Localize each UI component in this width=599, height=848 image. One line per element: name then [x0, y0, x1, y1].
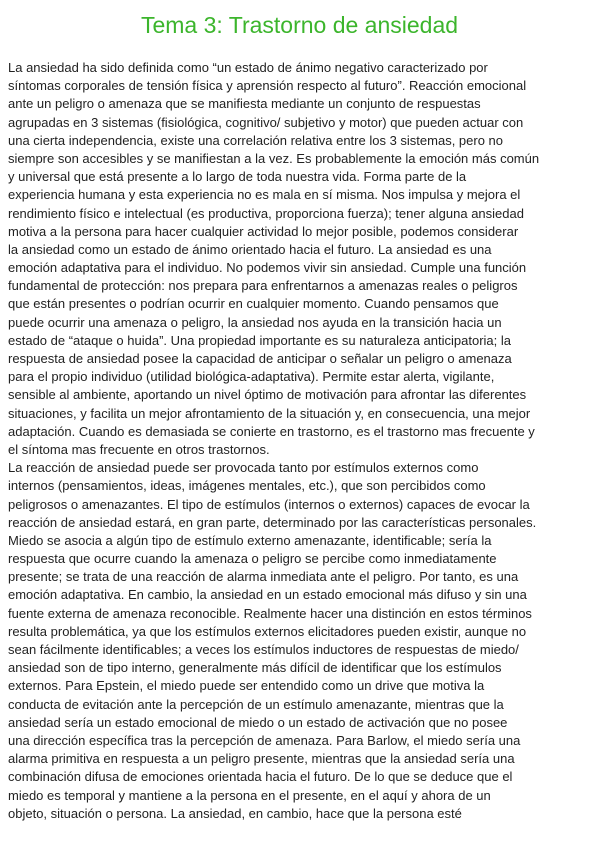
text-line: fundamental de protección: nos prepara para enfrentarnos a amenazas reales o peligros	[8, 278, 518, 294]
text-line: alarma primitiva en respuesta a un peligro presente, mientras que la ansiedad sería una	[8, 751, 515, 767]
text-line: emoción adaptativa. En cambio, la ansiedad en un estado emocional más difuso y sin una	[8, 587, 527, 603]
text-line: La reacción de ansiedad puede ser provocada tanto por estímulos externos como	[8, 460, 479, 476]
text-line: y universal que está presente a lo largo de toda nuestra vida. Forma parte de la	[8, 169, 467, 185]
text-line: sean fácilmente identificables; a veces los estímulos inductores de respuestas de miedo/	[8, 642, 519, 657]
text-line: que están presentes o podrían ocurrir en cualquier momento. Cuando pensamos que	[8, 296, 499, 312]
text-line: una cierta independencia, existe una correlación relativa entre los 3 sistemas, pero no	[8, 132, 504, 148]
text-line: resulta problemática, ya que los estímulos externos elicitadores pueden existir, aunque no	[8, 623, 527, 639]
text-line: rendimiento físico e intelectual (es productiva, proporciona fuerza); tener alguna ansiedad	[8, 205, 524, 221]
text-line: ante un peligro o amenaza que se manifiesta mediante un conjunto de respuestas	[8, 96, 481, 112]
text-line: miedo es temporal y mantiene a la persona en el presente, en el aquí y ahora de un	[8, 787, 491, 803]
text-line: peligrosos o amenazantes. El tipo de estímulos (internos o externos) capaces de evocar la	[8, 496, 530, 512]
text-line: fuente externa de amenaza reconocible. Realmente hacer una distinción en estos términos	[8, 605, 532, 621]
text-line: internos (pensamientos, ideas, imágenes mentales, etc.), que son percibidos como	[8, 478, 486, 494]
text-line: emoción adaptativa para el individuo. No podemos vivir sin ansiedad. Cumple una función	[8, 260, 527, 276]
text-line: experiencia humana y esta experiencia no es mala en sí misma. Nos impulsa y mejora el	[8, 187, 521, 203]
text-line: la ansiedad como un estado de ánimo orientado hacia el futuro. La ansiedad es una	[8, 241, 492, 257]
text-line: reacción de ansiedad estará, en gran parte, determinado por las características personales.	[8, 514, 537, 530]
text-line: respuesta que ocurre cuando la amenaza o peligro se percibe como inmediatamente	[8, 551, 497, 567]
text-line: agrupadas en 3 sistemas (fisiológica, cognitivo/ subjetivo y motor) que pueden actuar con	[8, 114, 524, 130]
text-line: adaptación. Cuando es demasiada se conierte en trastorno, es el trastorno mas frecuente y	[8, 423, 535, 439]
text-line: presente; se trata de una reacción de alarma inmediata ante el peligro. Por tanto, es una	[8, 569, 519, 585]
body-text	[8, 59, 594, 823]
text-line: una dirección específica tras la percepción de amenaza. Para Barlow, el miedo sería una	[8, 732, 521, 748]
text-line: situaciones, y facilita un mejor afrontamiento de la situación y, en consecuencia, una mejor	[8, 405, 531, 421]
text-line: motiva a la persona para hacer cualquier actividad lo mejor posible, podemos considerar	[8, 223, 519, 239]
text-line: La ansiedad ha sido definida como “un estado de ánimo negativo caracterizado por	[8, 60, 488, 75]
text-line: respuesta de ansiedad posee la capacidad de anticipar o señalar un peligro o amenaza	[8, 351, 512, 366]
text-line: ansiedad son de tipo interno, generalmente más difícil de identificar que los estímulos	[8, 660, 502, 676]
text-line: siempre son accesibles y se manifiestan a la vez. Es probablemente la emoción más común	[8, 150, 540, 166]
text-line: objeto, situación o persona. La ansiedad, en cambio, hace que la persona esté	[8, 805, 462, 821]
text-line: el síntoma mas frecuente en otros trastornos.	[8, 441, 270, 457]
text-line: externos. Para Epstein, el miedo puede ser entendido como un drive que motiva la	[8, 678, 485, 694]
text-line: combinación difusa de emociones orientada hacia el futuro. De lo que se deduce que el	[8, 769, 513, 785]
text-line: puede ocurrir una amenaza o peligro, la ansiedad nos ayuda en la transición hacia un	[8, 314, 502, 330]
text-line: ansiedad sería un estado emocional de miedo o un estado de activación que no posee	[8, 714, 508, 730]
page-title: Tema 3: Trastorno de ansiedad	[140, 12, 459, 38]
text-line: conducta de evitación ante la percepción de un estímulo amenazante, mientras que la	[8, 696, 504, 712]
text-line: para el propio individuo (utilidad biológica-adaptativa). Permite estar alerta, vigilante,	[8, 369, 495, 385]
text-line: síntomas corporales de tensión física y aprensión respecto al futuro”. Reacción emocional	[8, 78, 527, 94]
text-line: estado de “ataque o huida”. Una propiedad importante es su naturaleza anticipatoria; la	[8, 332, 511, 348]
text-line: Miedo se asocia a algún tipo de estímulo externo amenazante, identificable; sería la	[8, 532, 492, 548]
text-line: sensible al ambiente, aportando un nivel óptimo de motivación para afrontar las diferentes	[8, 387, 527, 403]
